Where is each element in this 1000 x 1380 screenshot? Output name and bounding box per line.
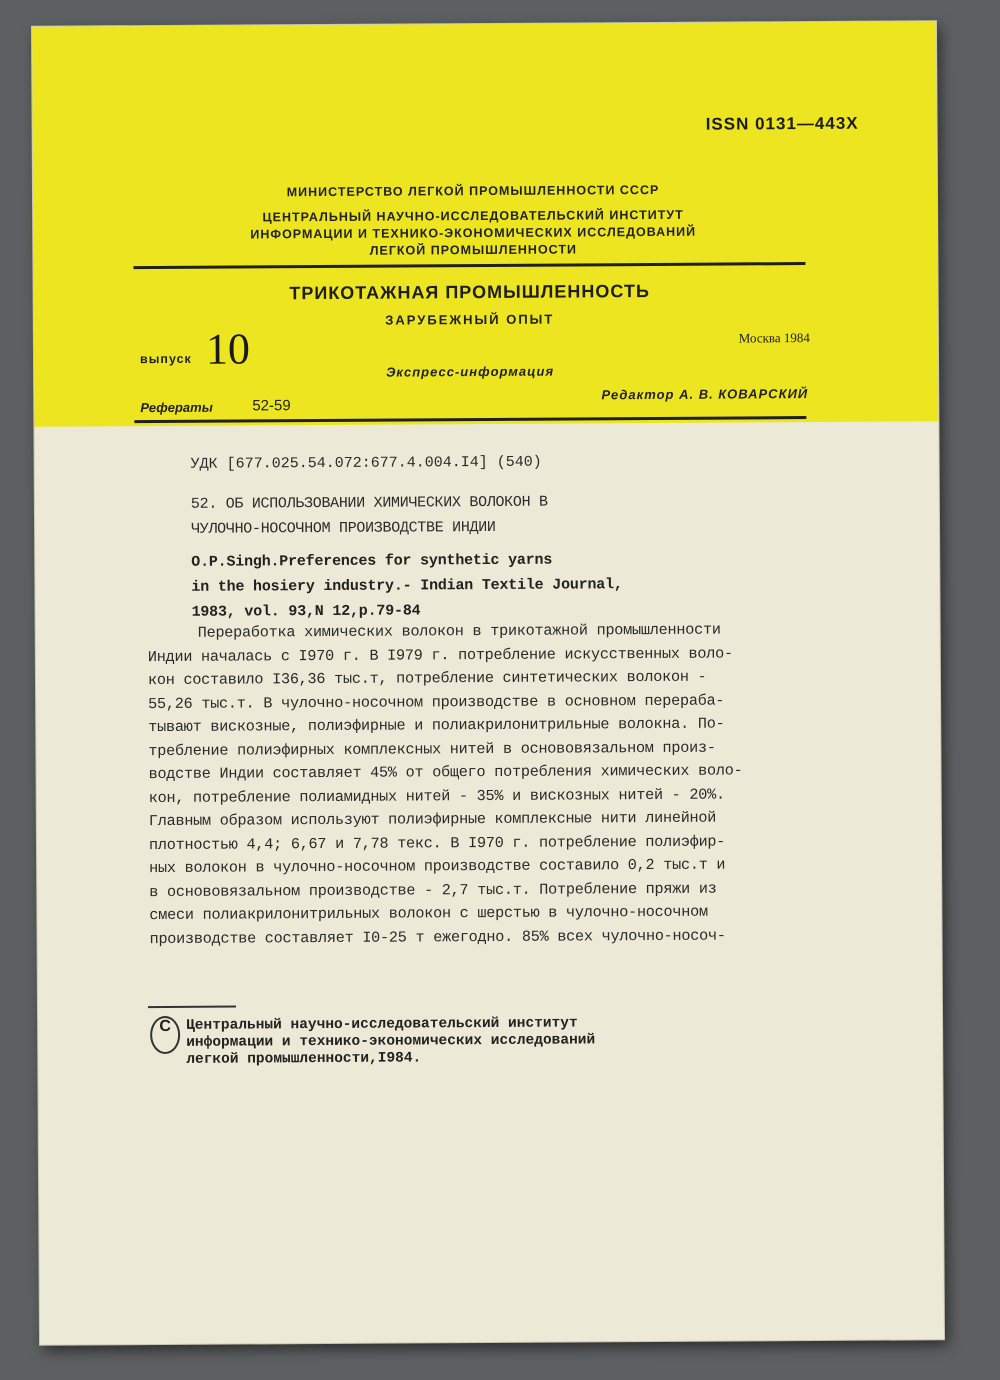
text-line: Индии началась с I970 г. В I979 г. потребление искусственных воло- xyxy=(147,644,733,666)
copyright-line: Центральный научно-исследовательский институт xyxy=(186,1015,578,1034)
editor-credit: Редактор А. В. КОВАРСКИЙ xyxy=(601,386,809,403)
cover-header xyxy=(32,21,938,427)
source-citation xyxy=(191,547,623,625)
series-title: ТРИКОТАЖНАЯ ПРОМЫШЛЕННОСТЬ xyxy=(289,281,650,304)
text-line: в основовязальном производстве - 2,7 тыс.т. Потребление пряжи из xyxy=(149,879,717,901)
citation-line: 1983, vol. 93,N 12,p.79-84 xyxy=(191,602,421,621)
abstracts-range: 52-59 xyxy=(252,397,291,415)
citation-line: in the hosiery industry.- Indian Textile Journal, xyxy=(191,576,623,596)
text-line: требление полиэфирных комплексных нитей в основовязальном произ- xyxy=(148,738,716,760)
text-line: производстве составляет I0-25 т ежегодно. 85% всех чулочно-носоч- xyxy=(149,926,726,948)
article-title xyxy=(191,490,548,542)
text-line: Переработка химических волокон в трикотажной промышленности xyxy=(197,620,721,642)
text-line: Главным образом используют полиэфирные комплексные нити линейной xyxy=(148,808,717,831)
copyright-notice xyxy=(186,1015,595,1068)
issue-number: 10 xyxy=(205,324,251,374)
article-title-line: 52. ОБ ИСПОЛЬЗОВАНИИ ХИМИЧЕСКИХ ВОЛОКОН В xyxy=(190,493,548,513)
text-line: плотностью 4,4; 6,67 и 7,78 текс. В I970 г. потребление полиэфир- xyxy=(148,832,726,854)
issue-label: выпуск xyxy=(139,351,192,367)
article-title-line: ЧУЛОЧНО-НОСОЧНОМ ПРОИЗВОДСТВЕ ИНДИИ xyxy=(191,518,496,538)
abstract-text xyxy=(148,618,830,951)
text-line: водстве Индии составляет 45% от общего потребления химических воло- xyxy=(148,761,743,784)
citation-line: O.P.Singh.Preferences for synthetic yarns xyxy=(191,551,553,571)
ministry-name: МИНИСТЕРСТВО ЛЕГКОЙ ПРОМЫШЛЕННОСТИ СССР xyxy=(286,182,660,200)
text-line: тывают вискозные, полиэфирные и полиакрилонитрильные волокна. По- xyxy=(148,714,725,737)
institute-name-line: ИНФОРМАЦИИ И ТЕХНИКО-ЭКОНОМИЧЕСКИХ ИССЛЕДОВАНИЙ xyxy=(250,224,697,242)
text-line: кон, потребление полиамидных нитей - 35% и вискозных нитей - 20%. xyxy=(148,785,725,807)
abstracts-label: Рефераты xyxy=(140,399,213,416)
copyright-line: информации и технико-экономических исследований xyxy=(186,1032,596,1051)
publisher-block xyxy=(153,182,793,261)
copyright-icon: C xyxy=(150,1016,180,1054)
issn-number: ISSN 0131—443Х xyxy=(705,113,859,134)
series-subtitle: ЗАРУБЕЖНЫЙ ОПЫТ xyxy=(385,311,555,328)
text-line: 55,26 тыс.т. В чулочно-носочном производстве в основном перераба- xyxy=(148,691,725,713)
institute-name-line: ЛЕГКОЙ ПРОМЫШЛЕННОСТИ xyxy=(369,242,578,258)
text-line: кон составило I36,36 тыс.т, потребление синтетических волокон - xyxy=(147,667,707,690)
header-divider xyxy=(133,262,805,269)
booklet-page xyxy=(32,21,944,1344)
text-line: смеси полиакрилонитрильных волокон с шерстью в чулочно-носочном xyxy=(149,902,708,925)
city-year: Москва 1984 xyxy=(738,330,810,346)
article-body-area xyxy=(34,421,944,1345)
publication-type: Экспресс-информация xyxy=(386,363,555,380)
copyright-divider xyxy=(148,1006,236,1009)
text-line: ных волокон в чулочно-носочном производстве составило 0,2 тыс.т и xyxy=(149,855,726,878)
copyright-line: легкой промышленности,I984. xyxy=(186,1050,422,1068)
institute-name-line: ЦЕНТРАЛЬНЫЙ НАУЧНО-ИССЛЕДОВАТЕЛЬСКИЙ ИНСТИТУТ xyxy=(262,207,684,225)
udc-code: УДК [677.025.54.072:677.4.004.I4] (540) xyxy=(190,453,542,473)
